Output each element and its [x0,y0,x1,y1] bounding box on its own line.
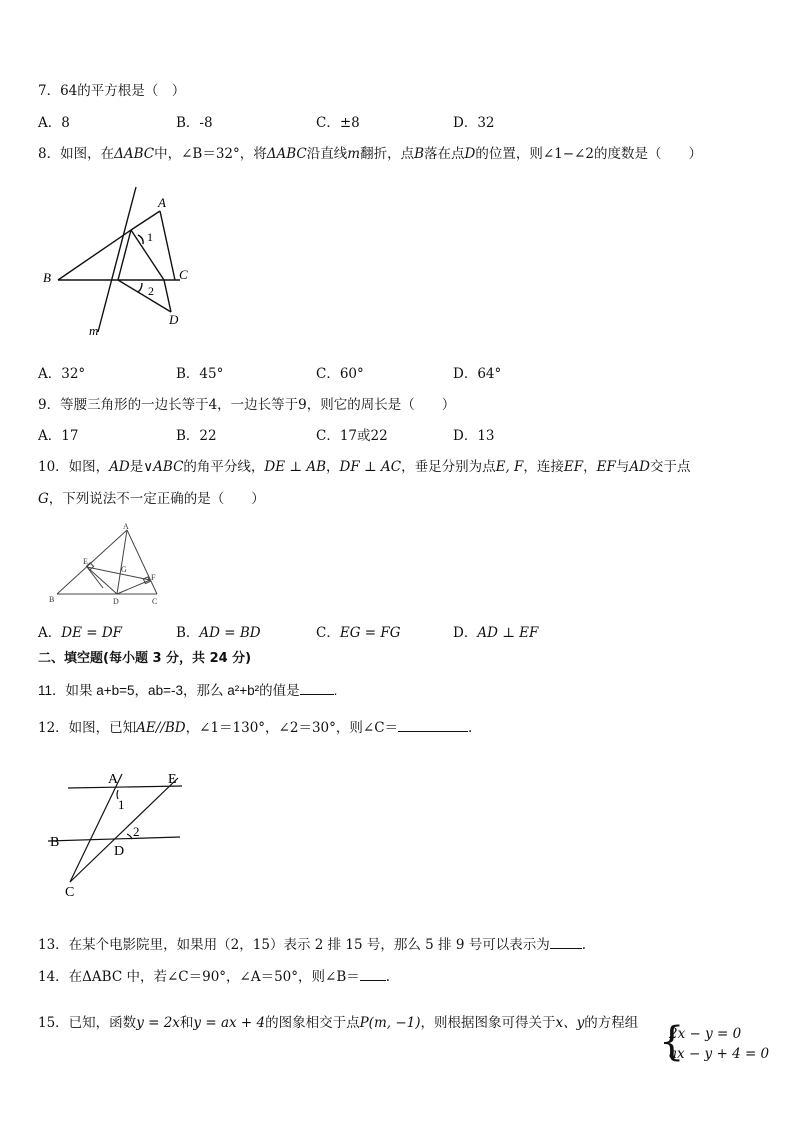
q8-label-a: A [158,195,166,210]
q10-label-e: E [83,557,88,566]
q12-label-2: 2 [133,824,140,839]
q11-answer-blank[interactable] [300,681,334,695]
q8-label-c: C [179,267,188,282]
q7-option-c: C．±8 [316,115,360,131]
q14-answer-blank[interactable] [360,967,386,981]
q8-label-2: 2 [148,284,154,298]
q10-label-c: C [152,597,158,606]
q10-stem-line2: G，下列说法不一定正确的是（ ） [38,491,265,507]
q10-option-b: B．AD = BD [176,625,261,641]
brace-icon: { [659,1019,685,1065]
q10-label-b: B [49,595,55,604]
q11-stem: 11．如果 a+b=5，ab=-3，那么 a²+b²的值是 . [38,683,338,698]
q9-option-c: C．17或22 [316,428,388,444]
q8-stem: 8．如图，在ΔABC中，∠B＝32°，将ΔABC沿直线m翻折，点B落在点D的位置，则∠1−∠2的度数是（ ） [38,146,702,162]
q8-option-c: C．60° [316,366,364,382]
q15-equation-1: 2x − y = 0 [669,1026,742,1042]
q12-label-d: D [114,844,125,859]
q10-option-a: A．DE = DF [38,625,123,641]
q10-label-d: D [113,597,119,606]
q8-option-a: A．32° [38,366,86,382]
q10-label-g: G [121,565,127,574]
q10-stem-line1: 10．如图，AD是∨ABC的角平分线，DE ⊥ AB，DF ⊥ AC，垂足分别为点E, F，连接EF，EF与AD交于点 [38,459,691,475]
q7-option-d: D．32 [453,115,495,131]
q12-stem: 12．如图，已知AE//BD，∠1＝130°，∠2＝30°，则∠C＝ . [38,720,473,736]
q12-label-e: E [168,772,177,787]
q8-option-d: D．64° [453,366,502,382]
q13-stem: 13．在某个电影院里，如果用（2，15）表示 2 排 15 号，那么 5 排 9 号可以表示为 . [38,937,587,953]
q9-stem: 9．等腰三角形的一边长等于4，一边长等于9，则它的周长是（ ） [38,397,456,413]
q7-option-b: B．-8 [176,115,213,131]
q12-answer-blank[interactable] [398,718,468,732]
q15-equation-system [659,1019,779,1068]
q8-label-m: m [89,323,99,338]
q8-option-b: B．45° [176,366,224,382]
q8-label-d: D [169,312,179,327]
q15-stem: 15．已知，函数y = 2x和y = ax + 4的图象相交于点P(m, −1)，则根据图象可得关于x、y的方程组 [38,1015,639,1031]
q10-label-f: F [151,573,156,582]
q9-option-a: A．17 [38,428,79,444]
q12-label-c: C [65,885,75,900]
q7-stem: 7．64的平方根是（ ） [38,83,186,99]
q8-figure [38,182,198,342]
q8-label-1: 1 [147,230,153,244]
q12-label-a: A [108,772,119,787]
q10-label-a: A [123,522,129,531]
q9-option-b: B．22 [176,428,217,444]
q13-answer-blank[interactable] [550,935,582,949]
q9-option-d: D．13 [453,428,495,444]
q12-label-b: B [50,835,60,850]
q14-stem: 14．在ΔABC 中，若∠C＝90°，∠A＝50°，则∠B＝ . [38,969,391,985]
q7-option-a: A．8 [38,115,70,131]
q15-equation-2: ax − y + 4 = 0 [669,1046,770,1062]
q8-label-b: B [43,270,51,285]
q10-figure [45,522,175,614]
q12-label-1: 1 [118,797,125,812]
q10-option-d: D．AD ⊥ EF [453,625,539,641]
section-2-title: 二、填空题(每小题 3 分，共 24 分) [38,651,252,666]
q10-option-c: C．EG = FG [316,625,401,641]
q12-figure [46,764,191,900]
